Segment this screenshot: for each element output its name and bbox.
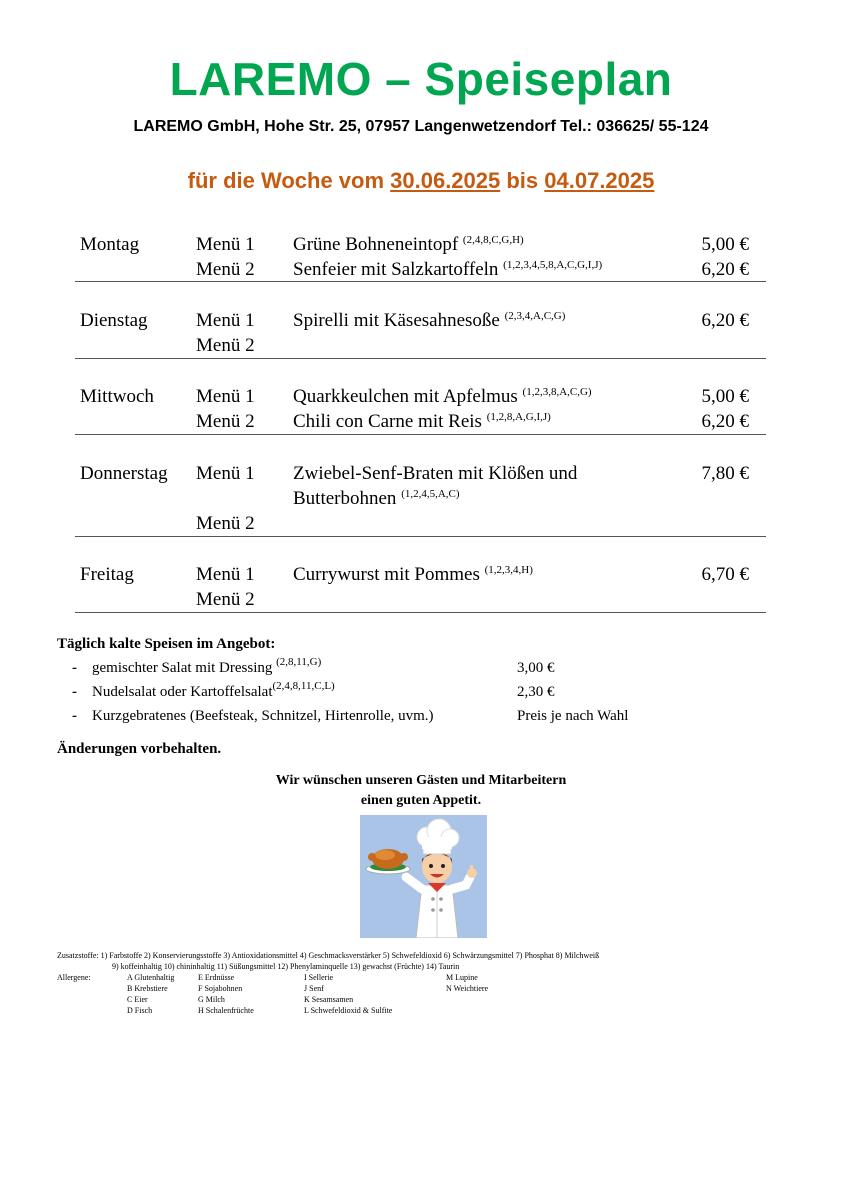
dish <box>293 232 524 257</box>
week-range <box>0 168 842 194</box>
day-monday <box>75 230 766 282</box>
dish <box>293 562 533 587</box>
price: 5,00 € <box>701 234 749 255</box>
dish <box>293 257 602 282</box>
date-from: 30.06.2025 <box>390 168 501 193</box>
menu-label: Menü 1 <box>196 463 255 484</box>
menu-label: Menü 2 <box>196 259 255 280</box>
allergen-entry: N Weichtiere <box>446 984 489 993</box>
cold-item-price: 2,30 € <box>517 684 555 700</box>
day-thursday <box>75 435 766 537</box>
allergen-entry: A Glutenhaltig <box>127 973 175 982</box>
cold-item <box>72 656 322 677</box>
dish-name: Chili con Carne mit Reis <box>293 411 482 432</box>
allergen-entry: K Sesamsamen <box>304 995 354 1004</box>
day-wednesday <box>75 359 766 435</box>
company-address: LAREMO GmbH, Hohe Str. 25, 07957 Langenwetzendorf Tel.: 036625/ 55-124 <box>133 118 709 135</box>
dish <box>293 409 551 434</box>
allergen-entry: H Schalenfrüchte <box>198 1006 254 1015</box>
allergen-entry: D Fisch <box>127 1006 153 1015</box>
wish-line-2: einen guten Appetit. <box>360 793 482 808</box>
date-to: 04.07.2025 <box>544 168 655 193</box>
allergen-entry: M Lupine <box>446 973 478 982</box>
menu-label: Menü 1 <box>196 386 255 407</box>
allergen-codes: (1,2,3,4,5,8,A,C,G,I,J) <box>503 259 603 271</box>
cold-item <box>72 708 434 725</box>
allergen-codes: (2,4,8,C,G,H) <box>462 234 524 246</box>
menu-label: Menü 2 <box>196 513 255 534</box>
day-name: Donnerstag <box>80 463 168 484</box>
cold-item-label: Kurzgebratenes (Beefsteak, Schnitzel, Hirtenrolle, uvm.) <box>92 708 434 724</box>
additives-line-2: 9) koffeinhaltig 10) chininhaltig 11) Süßungsmittel 12) Phenylaminquelle 13) gewachst (Früchte) 14) Taurin <box>112 962 460 971</box>
allergen-codes: (1,2,4,5,A,C) <box>401 488 460 500</box>
day-name: Dienstag <box>80 310 148 331</box>
bullet-dash: - <box>72 708 77 724</box>
day-name: Montag <box>80 234 140 255</box>
day-friday <box>75 537 766 613</box>
allergens-label: Allergene: <box>57 973 91 982</box>
allergen-codes: (2,3,4,A,C,G) <box>504 310 566 322</box>
allergen-codes: (1,2,3,4,H) <box>484 564 533 576</box>
menu-label: Menü 2 <box>196 335 255 356</box>
allergen-entry: E Erdnüsse <box>198 973 235 982</box>
allergen-entry: G Milch <box>198 995 225 1004</box>
dish-name: Butterbohnen <box>293 488 397 509</box>
allergen-codes: (1,2,3,8,A,C,G) <box>522 386 592 398</box>
additives-line-1: Zusatzstoffe: 1) Farbstoffe 2) Konservierungsstoffe 3) Antioxidationsmittel 4) Geschmacksverstärker 5) Schwefeldioxid 6) Schwärzungsmittel 7) Phosphat 8) Milchweiß <box>57 951 600 960</box>
week-middle: bis <box>500 168 545 193</box>
cold-item <box>72 680 335 701</box>
menu-label: Menü 1 <box>196 310 255 331</box>
allergen-codes: (1,2,8,A,G,I,J) <box>486 411 551 423</box>
menu-label: Menü 2 <box>196 589 255 610</box>
dish-name: Currywurst mit Pommes <box>293 564 480 585</box>
day-tuesday <box>75 282 766 359</box>
allergen-entry: C Eier <box>127 995 148 1004</box>
allergen-entry: L Schwefeldioxid & Sulfite <box>304 1006 393 1015</box>
allergen-entry: F Sojabohnen <box>198 984 243 993</box>
dish-line-1: Zwiebel-Senf-Braten mit Klößen und <box>293 463 578 484</box>
cold-item-label: Nudelsalat oder Kartoffelsalat <box>92 684 273 700</box>
cold-item-price: Preis je nach Wahl <box>517 708 629 724</box>
cold-item-label: gemischter Salat mit Dressing <box>92 660 273 676</box>
cold-dishes-title: Täglich kalte Speisen im Angebot: <box>57 636 276 652</box>
menu-label: Menü 2 <box>196 411 255 432</box>
menu-label: Menü 1 <box>196 234 255 255</box>
wish-line-1: Wir wünschen unseren Gästen und Mitarbeitern <box>275 773 567 788</box>
price: 6,20 € <box>701 411 749 432</box>
price: 5,00 € <box>701 386 749 407</box>
bullet-dash: - <box>72 660 77 676</box>
bullet-dash: - <box>72 684 77 700</box>
dish-name: Quarkkeulchen mit Apfelmus <box>293 386 518 407</box>
changes-notice: Änderungen vorbehalten. <box>57 741 222 757</box>
price: 6,20 € <box>701 310 749 331</box>
dish-name: Grüne Bohneneintopf <box>293 234 459 255</box>
cold-item-price: 3,00 € <box>517 660 555 676</box>
menu-label: Menü 1 <box>196 564 255 585</box>
page-title: LAREMO – Speiseplan <box>169 53 673 105</box>
week-prefix: für die Woche vom <box>187 168 391 193</box>
dish-name: Spirelli mit Käsesahnesoße <box>293 310 500 331</box>
dish <box>293 308 565 333</box>
dish-name: Senfeier mit Salzkartoffeln <box>293 259 499 280</box>
chef-illustration <box>360 815 487 938</box>
allergen-entry: I Sellerie <box>304 973 334 982</box>
price: 6,20 € <box>701 259 749 280</box>
dish <box>293 384 592 409</box>
price: 7,80 € <box>701 463 749 484</box>
dish-line-2 <box>293 486 460 511</box>
allergen-entry: J Senf <box>304 984 324 993</box>
allergen-codes: (2,8,11,G) <box>276 656 322 668</box>
day-name: Mittwoch <box>80 386 154 407</box>
allergen-entry: B Krebstiere <box>127 984 168 993</box>
day-name: Freitag <box>80 564 134 585</box>
price: 6,70 € <box>701 564 749 585</box>
allergen-codes: (2,4,8,11,C,L) <box>272 680 335 692</box>
chef-icon <box>360 815 487 938</box>
